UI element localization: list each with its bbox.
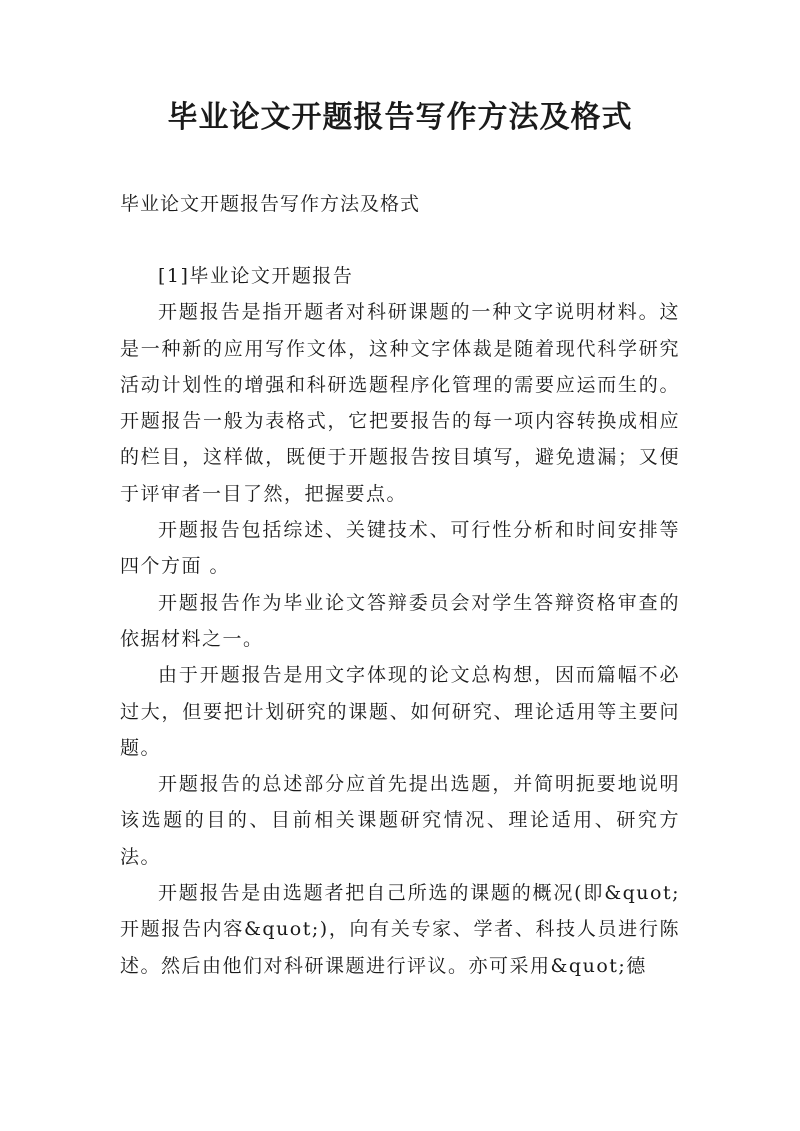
paragraph: 开题报告作为毕业论文答辩委员会对学生答辩资格审查的依据材料之一。 bbox=[120, 591, 680, 650]
document-subtitle: 毕业论文开题报告写作方法及格式 bbox=[120, 193, 421, 215]
paragraph: 由于开题报告是用文字体现的论文总构想，因而篇幅不必过大，但要把计划研究的课题、如何研究、理论适用等主要问题。 bbox=[120, 664, 680, 759]
paragraph: 开题报告的总述部分应首先提出选题，并简明扼要地说明该选题的目的、目前相关课题研究情况、理论适用、研究方法。 bbox=[120, 773, 680, 868]
section-heading: [1]毕业论文开题报告 bbox=[158, 265, 354, 287]
paragraph: 开题报告是由选题者把自己所选的课题的概况(即&quot;开题报告内容&quot;)，向有关专家、学者、科技人员进行陈述。然后由他们对科研课题进行评议。亦可采用&quot;德 bbox=[120, 882, 680, 977]
document-body bbox=[120, 258, 680, 984]
paragraph: 开题报告是指开题者对科研课题的一种文字说明材料。这是一种新的应用写作文体，这种文字体裁是随着现代科学研究活动计划性的增强和科研选题程序化管理的需要应运而生的。开题报告一般为表格式，它把要报告的每一项内容转换成相应的栏目，这样做，既便于开题报告按目填写，避免遗漏；又便于评审者一目了然，把握要点。 bbox=[120, 301, 680, 505]
paragraph: 开题报告包括综述、关键技术、可行性分析和时间安排等四个方面 。 bbox=[120, 519, 680, 578]
document-title: 毕业论文开题报告写作方法及格式 bbox=[167, 100, 633, 135]
